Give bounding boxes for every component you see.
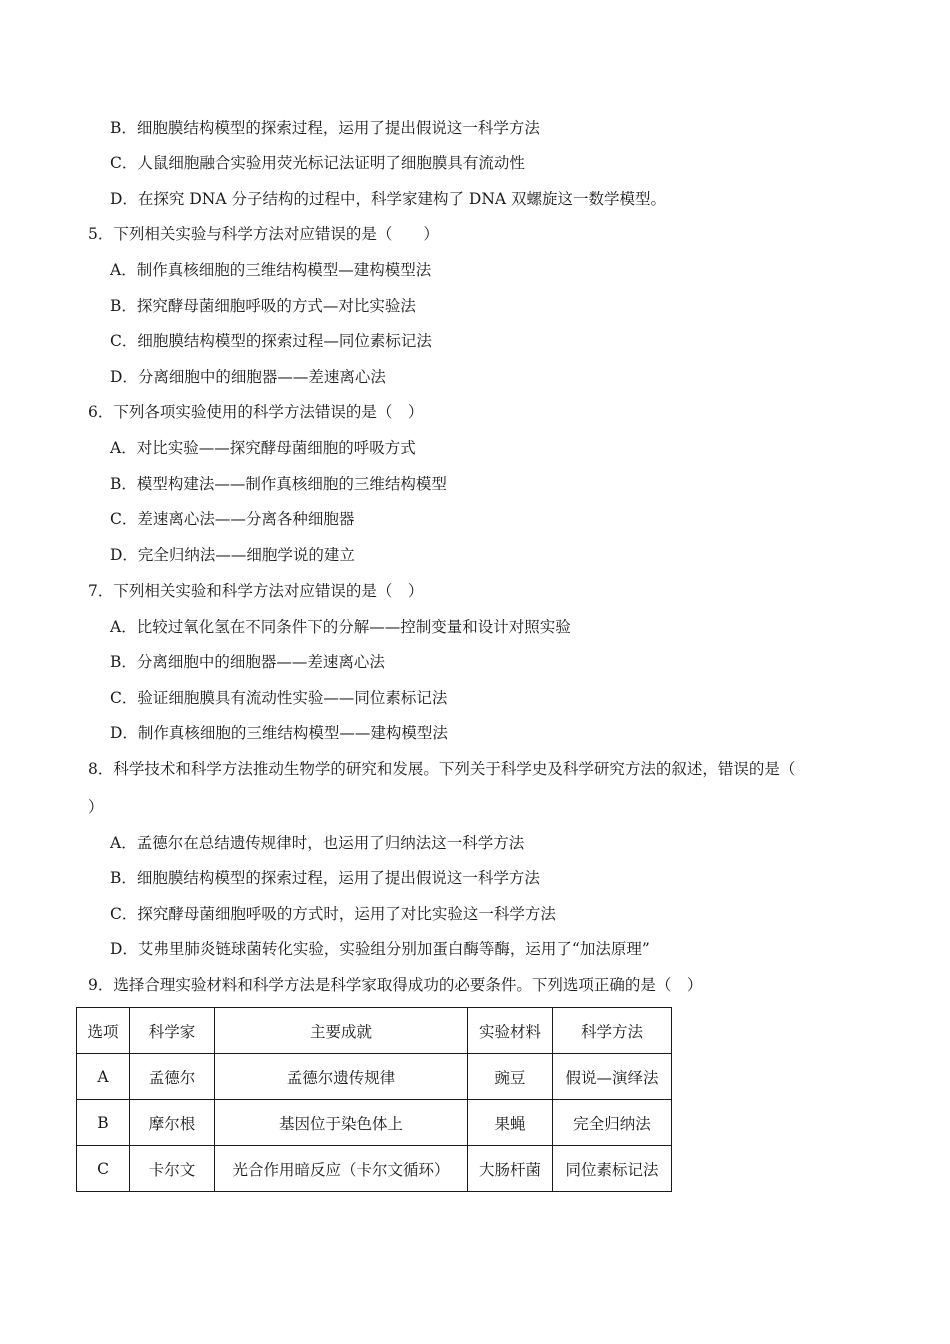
table-row — [77, 1146, 672, 1192]
question-7: 7．下列相关实验和科学方法对应错误的是（ ） — [88, 582, 424, 600]
q8-option-b: B．细胞膜结构模型的探索过程，运用了提出假说这一科学方法 — [110, 869, 540, 887]
table-cell: 假说—演绎法 — [553, 1054, 672, 1100]
question-5: 5．下列相关实验与科学方法对应错误的是（ ） — [88, 225, 439, 243]
table-cell: C — [77, 1146, 130, 1192]
table-header-cell: 科学方法 — [553, 1008, 672, 1054]
table-cell: 同位素标记法 — [553, 1146, 672, 1192]
q7-option-b: B．分离细胞中的细胞器——差速离心法 — [110, 653, 385, 671]
table-cell: B — [77, 1100, 130, 1146]
question-8: 8．科学技术和科学方法推动生物学的研究和发展。下列关于科学史及科学研究方法的叙述，错误的是（ — [88, 760, 796, 778]
table-row — [77, 1054, 672, 1100]
q4-option-c: C．人鼠细胞融合实验用荧光标记法证明了细胞膜具有流动性 — [110, 154, 525, 172]
q7-option-d: D．制作真核细胞的三维结构模型——建构模型法 — [110, 724, 448, 742]
q8-option-a: A．孟德尔在总结遗传规律时，也运用了归纳法这一科学方法 — [110, 834, 525, 852]
table-header-row — [77, 1008, 672, 1054]
q8-option-d: D．艾弗里肺炎链球菌转化实验，实验组分别加蛋白酶等酶，运用了“加法原理” — [110, 940, 650, 958]
table-row — [77, 1100, 672, 1146]
table-cell: 摩尔根 — [130, 1100, 215, 1146]
table-header-cell: 科学家 — [130, 1008, 215, 1054]
table-header-cell: 选项 — [77, 1008, 130, 1054]
q6-option-d: D．完全归纳法——细胞学说的建立 — [110, 546, 355, 564]
q6-option-a: A．对比实验——探究酵母菌细胞的呼吸方式 — [110, 439, 416, 457]
q5-option-c: C．细胞膜结构模型的探索过程—同位素标记法 — [110, 332, 432, 350]
question-6: 6．下列各项实验使用的科学方法错误的是（ ） — [88, 403, 424, 421]
q5-option-a: A．制作真核细胞的三维结构模型—建构模型法 — [110, 261, 432, 279]
question-9: 9．选择合理实验材料和科学方法是科学家取得成功的必要条件。下列选项正确的是（ ） — [88, 976, 703, 994]
table-cell: 基因位于染色体上 — [215, 1100, 468, 1146]
table-cell: 孟德尔遗传规律 — [215, 1054, 468, 1100]
table-cell: 大肠杆菌 — [468, 1146, 553, 1192]
q8-option-c: C．探究酵母菌细胞呼吸的方式时，运用了对比实验这一科学方法 — [110, 905, 556, 923]
table-cell: 豌豆 — [468, 1054, 553, 1100]
table-cell: 光合作用暗反应（卡尔文循环） — [215, 1146, 468, 1192]
table-cell: A — [77, 1054, 130, 1100]
q5-option-d: D．分离细胞中的细胞器——差速离心法 — [110, 368, 386, 386]
q5-option-b: B．探究酵母菌细胞呼吸的方式—对比实验法 — [110, 297, 416, 315]
q4-option-b: B．细胞膜结构模型的探索过程，运用了提出假说这一科学方法 — [110, 119, 540, 137]
table-cell: 果蝇 — [468, 1100, 553, 1146]
q6-option-c: C．差速离心法——分离各种细胞器 — [110, 510, 355, 528]
q6-option-b: B．模型构建法——制作真核细胞的三维结构模型 — [110, 475, 447, 493]
table-header-cell: 实验材料 — [468, 1008, 553, 1054]
q7-option-c: C．验证细胞膜具有流动性实验——同位素标记法 — [110, 689, 448, 707]
question-8-continued: ） — [88, 798, 104, 816]
table-cell: 完全归纳法 — [553, 1100, 672, 1146]
table-cell: 卡尔文 — [130, 1146, 215, 1192]
q7-option-a: A．比较过氧化氢在不同条件下的分解——控制变量和设计对照实验 — [110, 618, 571, 636]
q9-table — [76, 1007, 672, 1192]
table-header-cell: 主要成就 — [215, 1008, 468, 1054]
q4-option-d: D．在探究 DNA 分子结构的过程中，科学家建构了 DNA 双螺旋这一数学模型。 — [110, 190, 667, 208]
table-cell: 孟德尔 — [130, 1054, 215, 1100]
